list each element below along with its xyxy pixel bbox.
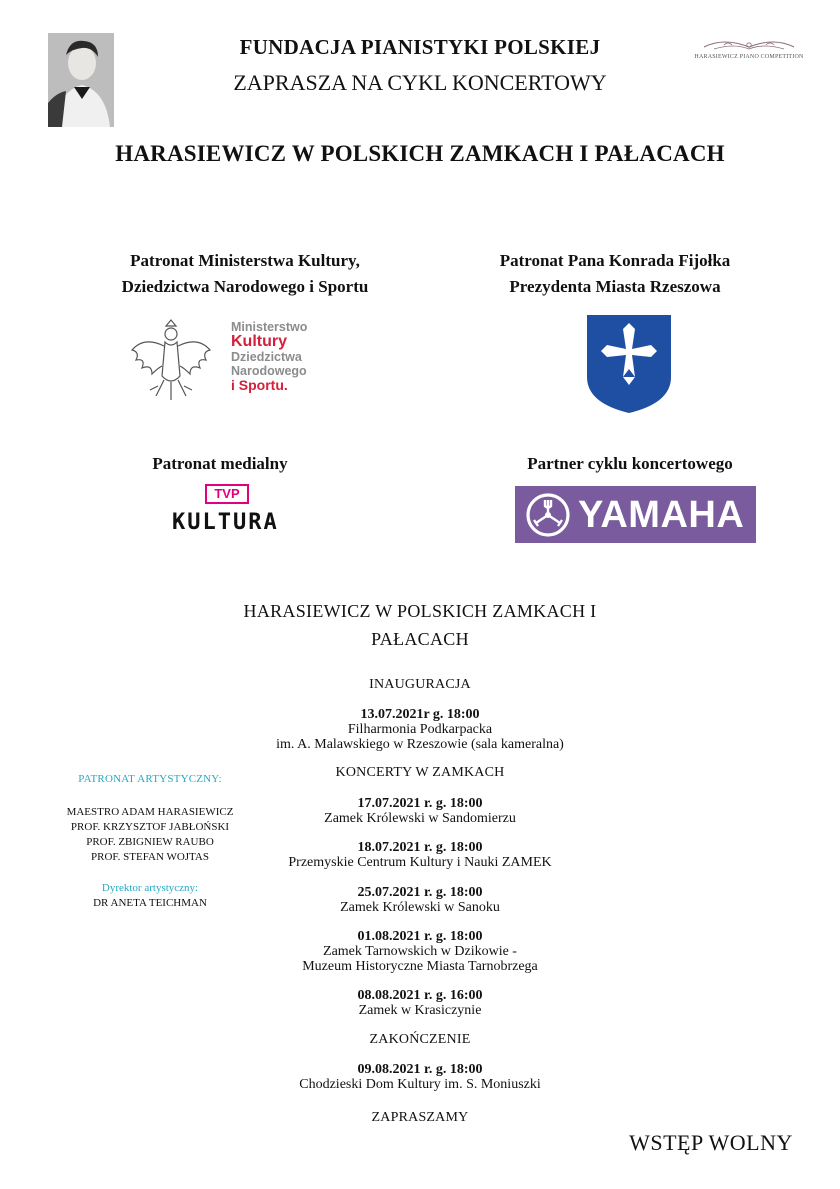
program-title-line-1: HARASIEWICZ W POLSKICH ZAMKACH I: [243, 601, 597, 621]
patron-mayor-line-1: Patronat Pana Konrada Fijołka: [499, 251, 731, 270]
inauguration-label: INAUGURACJA: [369, 677, 471, 692]
invitation-line: ZAPRASZA NA CYKL KONCERTOWY: [233, 70, 607, 95]
patron-ministry-line-1: Patronat Ministerstwa Kultury,: [130, 251, 360, 270]
event-date: 13.07.2021r g. 18:00: [360, 707, 480, 722]
patron-mayor-line-2: Prezydenta Miasta Rzeszowa: [509, 277, 721, 296]
patron-ministry-heading: [80, 248, 410, 300]
event-venue-detail: im. A. Malawskiego w Rzeszowie (sala kameralna): [276, 737, 564, 752]
event-date: 09.08.2021 r. g. 18:00: [357, 1062, 483, 1077]
artistic-patronage-label: PATRONAT ARTYSTYCZNY:: [78, 773, 222, 785]
artistic-director-label: Dyrektor artystyczny:: [101, 882, 199, 894]
kultura-wordmark: KULTURA: [172, 510, 279, 535]
partner-heading: Partner cyklu koncertowego: [527, 454, 733, 473]
patron-media-heading: Patronat medialny: [152, 454, 288, 473]
artistic-director-name: DR ANETA TEICHMAN: [93, 897, 207, 909]
artistic-patronage-list: [40, 805, 260, 865]
event-venue: Zamek Tarnowskich w Dzikowie -: [323, 944, 517, 959]
event-venue: Zamek Królewski w Sanoku: [340, 900, 500, 915]
foundation-name: FUNDACJA PIANISTYKI POLSKIEJ: [239, 35, 601, 59]
rzeszow-crest-icon: [587, 315, 671, 413]
event-venue: Zamek Królewski w Sandomierzu: [324, 811, 516, 826]
tuning-forks-icon: [525, 492, 571, 538]
patron-name: PROF. ZBIGNIEW RAUBO: [86, 836, 214, 848]
event-date: 18.07.2021 r. g. 18:00: [357, 840, 483, 855]
competition-ornament-icon: [694, 33, 804, 67]
white-eagle-icon: [128, 316, 214, 404]
event-venue-detail: Muzeum Historyczne Miasta Tarnobrzega: [302, 959, 538, 974]
event-venue: Przemyskie Centrum Kultury i Nauki ZAMEK: [288, 855, 552, 870]
program-title-line-2: PAŁACACH: [371, 629, 469, 649]
event-inauguration: [0, 707, 840, 752]
program-title: [200, 597, 640, 653]
ministry-name-text: [231, 320, 341, 392]
ministry-line-1: Ministerstwo: [231, 320, 308, 334]
tvp-kultura-logo: [172, 484, 292, 540]
patron-name: PROF. STEFAN WOJTAS: [91, 851, 209, 863]
event-venue: Zamek w Krasiczynie: [358, 1003, 482, 1018]
event-castle-4: [0, 929, 840, 974]
event-closing: [0, 1062, 840, 1092]
closing-label: ZAKOŃCZENIE: [369, 1032, 471, 1047]
ministry-line-4: Narodowego: [231, 364, 307, 378]
portrait-photo: [48, 33, 114, 127]
castle-concerts-label: KONCERTY W ZAMKACH: [335, 765, 505, 780]
ministry-line-5: i Sportu.: [231, 377, 288, 393]
yamaha-logo: [515, 486, 756, 543]
patron-mayor-heading: [450, 248, 780, 300]
patron-name: MAESTRO ADAM HARASIEWICZ: [66, 806, 234, 818]
cycle-title: HARASIEWICZ W POLSKICH ZAMKACH I PAŁACACH: [115, 141, 725, 166]
event-venue: Filharmonia Podkarpacka: [347, 722, 493, 737]
ministry-line-2: Kultury: [231, 333, 287, 350]
patron-name: PROF. KRZYSZTOF JABŁOŃSKI: [70, 821, 230, 833]
event-date: 25.07.2021 r. g. 18:00: [357, 885, 483, 900]
free-entry-notice: WSTĘP WOLNY: [629, 1130, 793, 1155]
tvp-box: TVP: [205, 484, 249, 504]
competition-logo-text: HARASIEWICZ PIANO COMPETITION: [694, 54, 804, 60]
ministry-line-3: Dziedzictwa: [231, 350, 302, 364]
yamaha-wordmark: YAMAHA: [578, 494, 745, 536]
patron-ministry-line-2: Dziedzictwa Narodowego i Sportu: [121, 277, 369, 296]
ministry-logo: [128, 316, 338, 404]
event-castle-5: [0, 988, 840, 1018]
event-date: 01.08.2021 r. g. 18:00: [357, 929, 483, 944]
event-date: 08.08.2021 r. g. 16:00: [357, 988, 483, 1003]
event-venue: Chodzieski Dom Kultury im. S. Moniuszki: [299, 1077, 541, 1092]
event-date: 17.07.2021 r. g. 18:00: [357, 796, 483, 811]
closing-invitation: ZAPRASZAMY: [371, 1110, 469, 1125]
